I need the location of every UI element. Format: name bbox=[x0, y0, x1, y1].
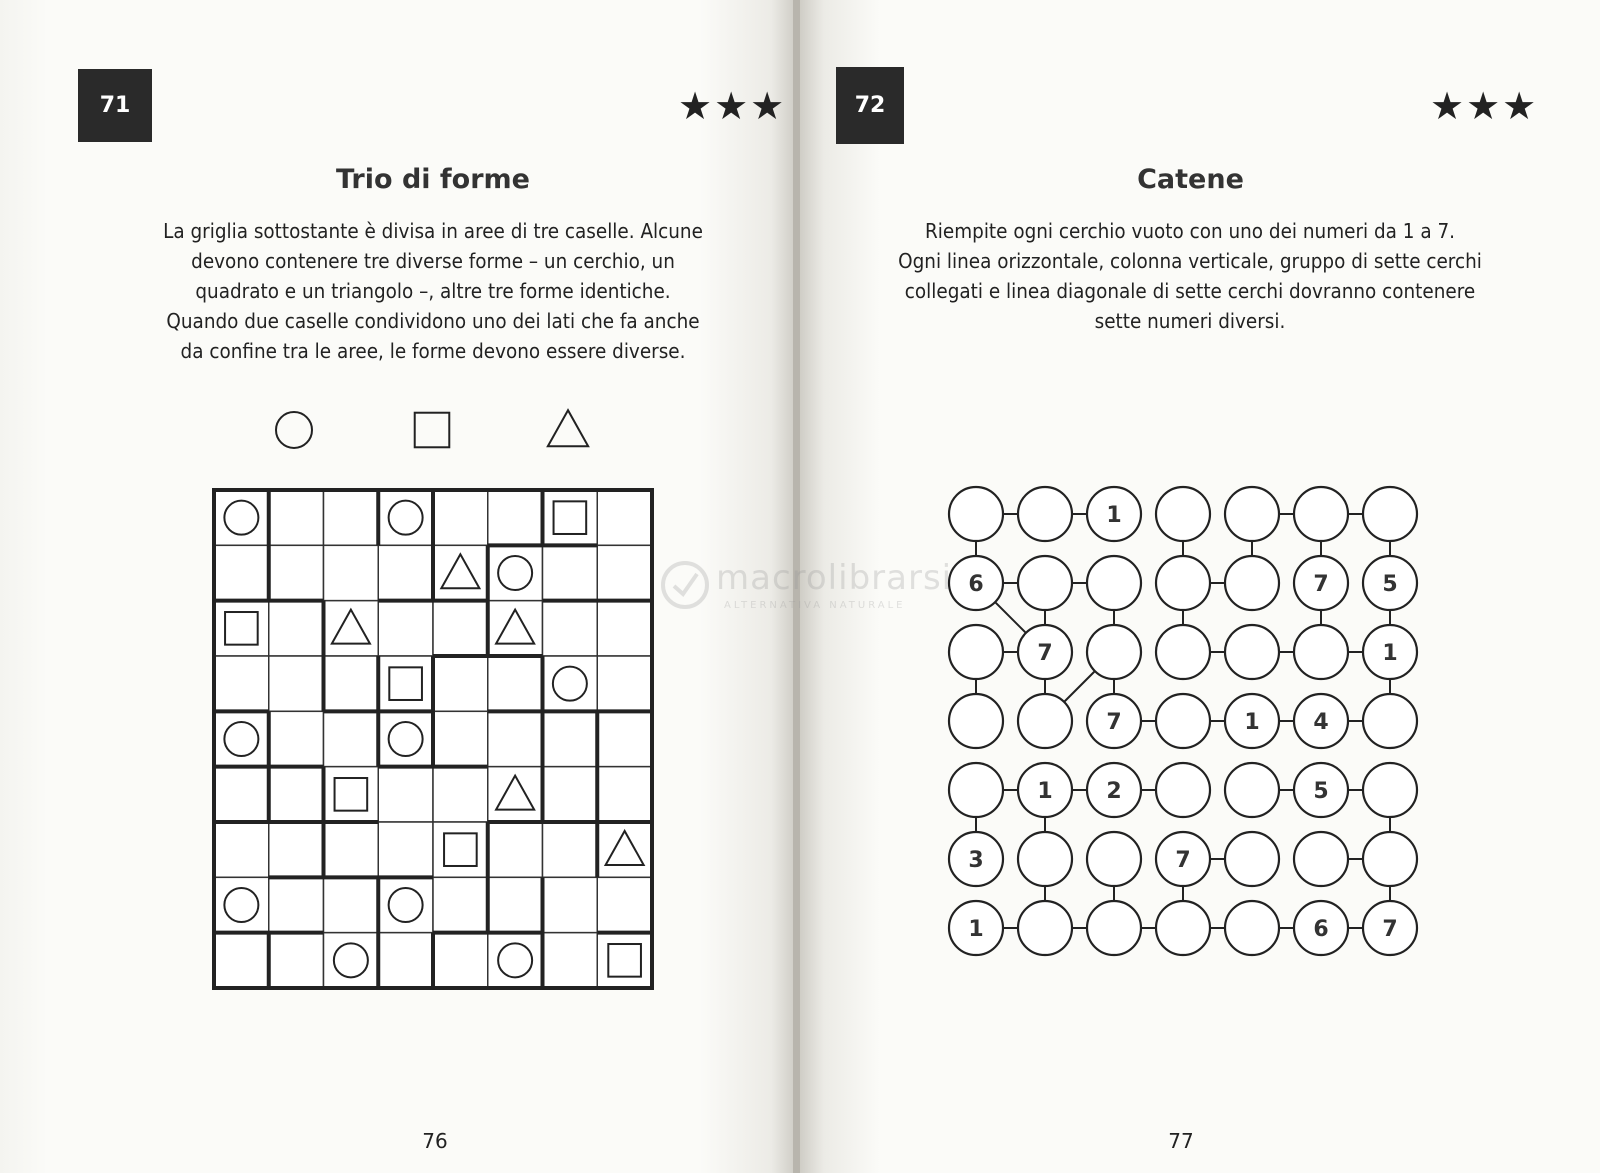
grid-cell[interactable] bbox=[597, 656, 652, 711]
instruction-line: sette numeri diversi. bbox=[1094, 309, 1286, 333]
grid-cell[interactable] bbox=[269, 656, 324, 711]
grid-cell[interactable] bbox=[543, 601, 598, 656]
chain-circle[interactable] bbox=[1294, 625, 1348, 679]
grid-cell[interactable] bbox=[324, 822, 379, 877]
chain-circle[interactable] bbox=[1156, 625, 1210, 679]
grid-cell[interactable] bbox=[378, 933, 433, 988]
grid-cell[interactable] bbox=[543, 767, 598, 822]
grid-cell[interactable] bbox=[597, 490, 652, 545]
chain-circle[interactable] bbox=[1087, 625, 1141, 679]
grid-cell[interactable] bbox=[324, 490, 379, 545]
chain-number: 7 bbox=[1106, 710, 1122, 735]
grid-cell[interactable] bbox=[488, 490, 543, 545]
grid-cell[interactable] bbox=[433, 601, 488, 656]
chain-number: 1 bbox=[1106, 503, 1122, 528]
chain-number: 5 bbox=[1382, 572, 1398, 597]
page-number: 77 bbox=[1168, 1129, 1194, 1153]
chain-number: 2 bbox=[1106, 779, 1122, 804]
chain-circle[interactable] bbox=[1363, 487, 1417, 541]
grid-cell[interactable] bbox=[433, 933, 488, 988]
watermark-logo-icon bbox=[660, 560, 710, 610]
difficulty-stars: ★★★ bbox=[1430, 84, 1539, 128]
grid-cell[interactable] bbox=[543, 877, 598, 932]
grid-cell[interactable] bbox=[214, 656, 269, 711]
grid-cell[interactable] bbox=[543, 656, 598, 711]
grid-cell[interactable] bbox=[269, 933, 324, 988]
grid-cell[interactable] bbox=[378, 601, 433, 656]
grid-cell[interactable] bbox=[597, 877, 652, 932]
grid-cell[interactable] bbox=[433, 877, 488, 932]
grid-cell[interactable] bbox=[214, 933, 269, 988]
chain-circle[interactable] bbox=[949, 694, 1003, 748]
grid-cell[interactable] bbox=[378, 711, 433, 766]
grid-cell[interactable] bbox=[597, 933, 652, 988]
chain-number: 7 bbox=[1037, 641, 1053, 666]
chain-circle[interactable] bbox=[1018, 832, 1072, 886]
puzzle-title: Trio di forme bbox=[335, 164, 530, 195]
grid-cell[interactable] bbox=[433, 490, 488, 545]
instruction-line: La griglia sottostante è divisa in aree di tre caselle. Alcune bbox=[163, 219, 703, 243]
puzzle-title: Catene bbox=[1137, 164, 1244, 195]
chain-circle[interactable] bbox=[1018, 487, 1072, 541]
instruction-line: da confine tra le aree, le forme devono essere diverse. bbox=[180, 339, 686, 363]
grid-cell[interactable] bbox=[488, 711, 543, 766]
chain-number: 3 bbox=[968, 848, 984, 873]
instruction-line: quadrato e un triangolo –, altre tre forme identiche. bbox=[195, 279, 671, 303]
chain-number: 7 bbox=[1382, 917, 1398, 942]
chain-number: 6 bbox=[968, 572, 984, 597]
chain-circle[interactable] bbox=[1363, 763, 1417, 817]
grid-cell[interactable] bbox=[488, 656, 543, 711]
chain-number: 1 bbox=[1244, 710, 1260, 735]
grid-cell[interactable] bbox=[378, 490, 433, 545]
grid-cell[interactable] bbox=[269, 711, 324, 766]
chain-circle[interactable] bbox=[1087, 832, 1141, 886]
grid-cell[interactable] bbox=[378, 545, 433, 600]
chain-circle[interactable] bbox=[949, 625, 1003, 679]
chain-circle[interactable] bbox=[1087, 556, 1141, 610]
grid-cell[interactable] bbox=[597, 545, 652, 600]
chain-number: 5 bbox=[1313, 779, 1329, 804]
grid-cell[interactable] bbox=[324, 767, 379, 822]
puzzle-number-badge: 71 bbox=[78, 69, 152, 142]
chain-circle[interactable] bbox=[1225, 901, 1279, 955]
watermark-tagline: ALTERNATIVA NATURALE bbox=[724, 600, 906, 611]
grid-cell[interactable] bbox=[543, 933, 598, 988]
chain-number: 6 bbox=[1313, 917, 1329, 942]
chain-circle[interactable] bbox=[1018, 901, 1072, 955]
chain-circle[interactable] bbox=[1363, 694, 1417, 748]
grid-cell[interactable] bbox=[488, 877, 543, 932]
chain-circle[interactable] bbox=[1156, 763, 1210, 817]
grid-cell[interactable] bbox=[433, 767, 488, 822]
instruction-line: Ogni linea orizzontale, colonna verticale, gruppo di sette cerchi bbox=[898, 249, 1482, 273]
difficulty-stars: ★★★ bbox=[678, 84, 787, 128]
chain-number: 1 bbox=[968, 917, 984, 942]
grid-cell[interactable] bbox=[324, 545, 379, 600]
grid-cell[interactable] bbox=[214, 822, 269, 877]
chain-number: 1 bbox=[1382, 641, 1398, 666]
puzzle-number-badge: 72 bbox=[836, 67, 904, 144]
chain-circle[interactable] bbox=[1087, 901, 1141, 955]
grid-cell[interactable] bbox=[543, 711, 598, 766]
chain-circle[interactable] bbox=[949, 487, 1003, 541]
instruction-line: Quando due caselle condividono uno dei lati che fa anche bbox=[166, 309, 700, 333]
grid-cell[interactable] bbox=[433, 711, 488, 766]
chain-circle[interactable] bbox=[1294, 832, 1348, 886]
grid-cell[interactable] bbox=[324, 656, 379, 711]
grid-cell[interactable] bbox=[269, 601, 324, 656]
grid-cell[interactable] bbox=[488, 545, 543, 600]
grid-cell[interactable] bbox=[324, 933, 379, 988]
chain-circle[interactable] bbox=[1363, 832, 1417, 886]
chain-number: 4 bbox=[1313, 710, 1329, 735]
watermark bbox=[660, 560, 960, 620]
grid-cell[interactable] bbox=[378, 656, 433, 711]
grid-cell[interactable] bbox=[488, 822, 543, 877]
chain-circle[interactable] bbox=[1225, 832, 1279, 886]
grid-cell[interactable] bbox=[433, 656, 488, 711]
grid-cell[interactable] bbox=[597, 711, 652, 766]
grid-cell[interactable] bbox=[543, 490, 598, 545]
instruction-line: devono contenere tre diverse forme – un cerchio, un bbox=[191, 249, 675, 273]
grid-cell[interactable] bbox=[214, 877, 269, 932]
instruction-line: collegati e linea diagonale di sette cerchi dovranno contenere bbox=[904, 279, 1476, 303]
chain-circle[interactable] bbox=[1225, 763, 1279, 817]
grid-cell[interactable] bbox=[597, 767, 652, 822]
grid-cell[interactable] bbox=[269, 490, 324, 545]
grid-cell[interactable] bbox=[378, 822, 433, 877]
chain-circle[interactable] bbox=[1156, 556, 1210, 610]
grid-cell[interactable] bbox=[597, 601, 652, 656]
chain-circle[interactable] bbox=[1156, 694, 1210, 748]
grid-cell[interactable] bbox=[214, 545, 269, 600]
chain-number: 1 bbox=[1037, 779, 1053, 804]
chain-circle[interactable] bbox=[1294, 487, 1348, 541]
grid-cell[interactable] bbox=[269, 877, 324, 932]
grid-cell[interactable] bbox=[543, 545, 598, 600]
chain-circle[interactable] bbox=[949, 763, 1003, 817]
grid-cell[interactable] bbox=[378, 877, 433, 932]
grid-cell[interactable] bbox=[543, 822, 598, 877]
chain-number: 7 bbox=[1313, 572, 1329, 597]
grid-cell[interactable] bbox=[433, 822, 488, 877]
grid-cell[interactable] bbox=[324, 711, 379, 766]
grid-cell[interactable] bbox=[324, 877, 379, 932]
grid-cell[interactable] bbox=[488, 933, 543, 988]
chain-circle[interactable] bbox=[1225, 625, 1279, 679]
grid-cell[interactable] bbox=[214, 490, 269, 545]
grid-cell[interactable] bbox=[269, 822, 324, 877]
chain-circle[interactable] bbox=[1225, 487, 1279, 541]
instruction-line: Riempite ogni cerchio vuoto con uno dei numeri da 1 a 7. bbox=[924, 219, 1456, 243]
page-number: 76 bbox=[422, 1129, 448, 1153]
chain-circle[interactable] bbox=[1018, 694, 1072, 748]
grid-cell[interactable] bbox=[214, 601, 269, 656]
chain-circle[interactable] bbox=[1156, 487, 1210, 541]
grid-cell[interactable] bbox=[269, 767, 324, 822]
chain-circle[interactable] bbox=[1018, 556, 1072, 610]
watermark-brand: macrolibrarsi bbox=[716, 558, 953, 598]
grid-cell[interactable] bbox=[214, 767, 269, 822]
grid-cell[interactable] bbox=[269, 545, 324, 600]
chain-circle[interactable] bbox=[1156, 901, 1210, 955]
chain-circle[interactable] bbox=[1225, 556, 1279, 610]
chain-number: 7 bbox=[1175, 848, 1191, 873]
grid-cell[interactable] bbox=[214, 711, 269, 766]
grid-cell[interactable] bbox=[378, 767, 433, 822]
